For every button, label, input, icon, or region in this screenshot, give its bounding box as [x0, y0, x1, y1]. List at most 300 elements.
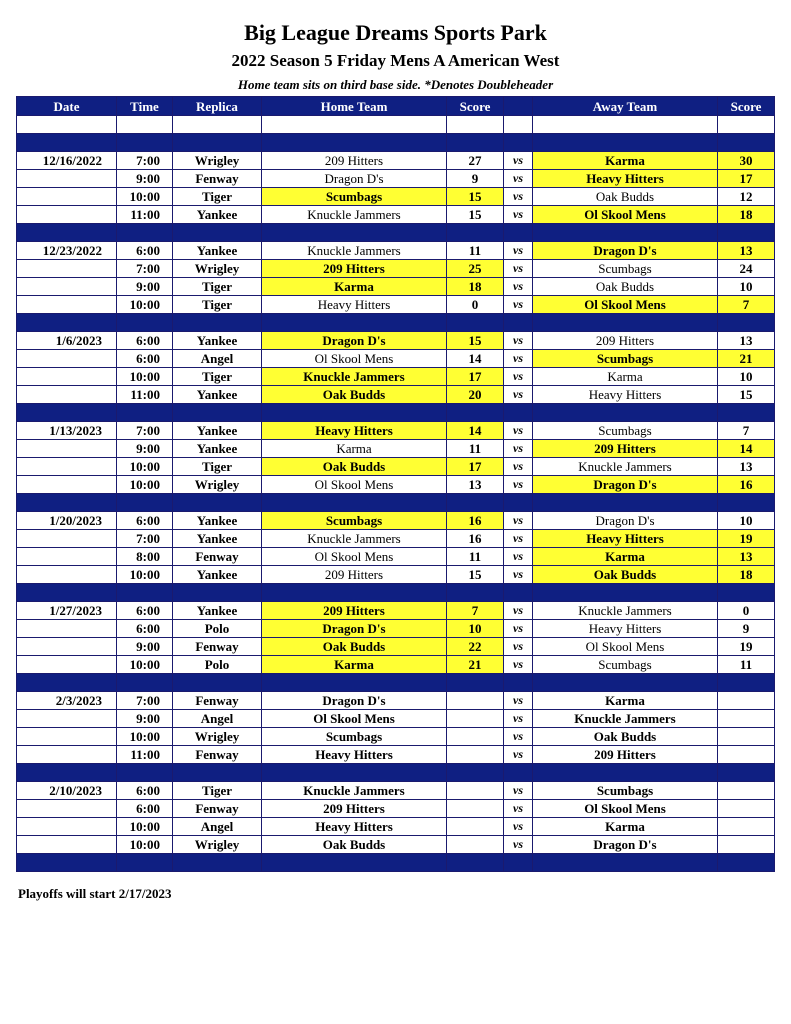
game-replica: Fenway [173, 170, 262, 188]
blank-cell [533, 854, 718, 872]
game-replica: Angel [173, 710, 262, 728]
blank-cell [504, 584, 533, 602]
home-team: Ol Skool Mens [262, 548, 447, 566]
game-date: 1/27/2023 [17, 602, 117, 620]
game-time: 7:00 [117, 260, 173, 278]
week-separator [17, 494, 775, 512]
home-score: 15 [447, 206, 504, 224]
game-date [17, 710, 117, 728]
home-score: 9 [447, 170, 504, 188]
blank-cell [504, 314, 533, 332]
away-team: Scumbags [533, 422, 718, 440]
home-score: 16 [447, 512, 504, 530]
vs-label: vs [504, 422, 533, 440]
table-row [17, 350, 775, 368]
away-score: 13 [718, 242, 775, 260]
table-row [17, 260, 775, 278]
away-score [718, 800, 775, 818]
home-score: 11 [447, 242, 504, 260]
blank-cell [718, 494, 775, 512]
game-replica: Fenway [173, 692, 262, 710]
blank-cell [262, 404, 447, 422]
away-score: 11 [718, 656, 775, 674]
blank-cell [17, 854, 117, 872]
blank-cell [17, 584, 117, 602]
col-date: Date [17, 97, 117, 116]
home-team: 209 Hitters [262, 800, 447, 818]
vs-label: vs [504, 818, 533, 836]
home-score [447, 746, 504, 764]
table-row [17, 566, 775, 584]
home-team: Scumbags [262, 728, 447, 746]
game-date [17, 350, 117, 368]
blank-cell [504, 116, 533, 134]
away-team: 209 Hitters [533, 332, 718, 350]
home-score: 11 [447, 548, 504, 566]
home-score: 18 [447, 278, 504, 296]
away-score: 10 [718, 278, 775, 296]
vs-label: vs [504, 152, 533, 170]
away-score: 21 [718, 350, 775, 368]
away-score: 14 [718, 440, 775, 458]
game-replica: Fenway [173, 638, 262, 656]
vs-label: vs [504, 296, 533, 314]
vs-label: vs [504, 260, 533, 278]
game-time: 9:00 [117, 440, 173, 458]
table-row [17, 386, 775, 404]
game-replica: Yankee [173, 242, 262, 260]
home-team: Oak Budds [262, 386, 447, 404]
home-team: Ol Skool Mens [262, 710, 447, 728]
vs-label: vs [504, 782, 533, 800]
table-row [17, 458, 775, 476]
week-separator [17, 224, 775, 242]
table-row [17, 440, 775, 458]
blank-cell [173, 134, 262, 152]
table-row [17, 548, 775, 566]
blank-cell [533, 584, 718, 602]
blank-cell [533, 494, 718, 512]
home-team: 209 Hitters [262, 152, 447, 170]
game-date [17, 260, 117, 278]
away-score: 10 [718, 368, 775, 386]
game-replica: Wrigley [173, 152, 262, 170]
away-team: Ol Skool Mens [533, 800, 718, 818]
blank-cell [447, 404, 504, 422]
game-date [17, 656, 117, 674]
game-date [17, 440, 117, 458]
blank-cell [533, 116, 718, 134]
game-time: 6:00 [117, 332, 173, 350]
table-row [17, 152, 775, 170]
blank-cell [173, 116, 262, 134]
blank-cell [17, 224, 117, 242]
blank-cell [504, 134, 533, 152]
away-score: 13 [718, 458, 775, 476]
game-replica: Angel [173, 818, 262, 836]
table-row [17, 422, 775, 440]
home-team: Karma [262, 440, 447, 458]
vs-label: vs [504, 548, 533, 566]
game-time: 7:00 [117, 530, 173, 548]
game-replica: Yankee [173, 332, 262, 350]
home-score: 15 [447, 188, 504, 206]
blank-cell [718, 764, 775, 782]
blank-cell [533, 404, 718, 422]
home-score [447, 728, 504, 746]
away-team: Dragon D's [533, 836, 718, 854]
home-score: 20 [447, 386, 504, 404]
blank-cell [447, 134, 504, 152]
game-date: 1/6/2023 [17, 332, 117, 350]
away-team: Dragon D's [533, 476, 718, 494]
away-team: Karma [533, 818, 718, 836]
away-team: Karma [533, 692, 718, 710]
away-score [718, 818, 775, 836]
home-score: 16 [447, 530, 504, 548]
game-date [17, 836, 117, 854]
game-date: 12/23/2022 [17, 242, 117, 260]
home-score: 17 [447, 368, 504, 386]
game-time: 10:00 [117, 836, 173, 854]
away-team: Scumbags [533, 350, 718, 368]
home-team: Dragon D's [262, 332, 447, 350]
game-replica: Tiger [173, 296, 262, 314]
home-team: Karma [262, 278, 447, 296]
away-score: 7 [718, 296, 775, 314]
home-score: 7 [447, 602, 504, 620]
home-score [447, 692, 504, 710]
game-replica: Tiger [173, 458, 262, 476]
game-replica: Yankee [173, 422, 262, 440]
vs-label: vs [504, 368, 533, 386]
game-time: 10:00 [117, 188, 173, 206]
away-team: Heavy Hitters [533, 386, 718, 404]
away-team: Oak Budds [533, 188, 718, 206]
week-separator [17, 134, 775, 152]
blank-cell [262, 764, 447, 782]
home-team: Knuckle Jammers [262, 530, 447, 548]
col-away-score: Score [718, 97, 775, 116]
col-replica: Replica [173, 97, 262, 116]
away-team: Oak Budds [533, 728, 718, 746]
table-row [17, 602, 775, 620]
home-team: Ol Skool Mens [262, 476, 447, 494]
vs-label: vs [504, 170, 533, 188]
blank-cell [117, 314, 173, 332]
blank-cell [17, 314, 117, 332]
vs-label: vs [504, 746, 533, 764]
table-row [17, 206, 775, 224]
away-score [718, 782, 775, 800]
home-team: 209 Hitters [262, 260, 447, 278]
week-separator [17, 404, 775, 422]
blank-cell [17, 134, 117, 152]
away-score: 18 [718, 566, 775, 584]
game-time: 6:00 [117, 800, 173, 818]
away-team: Ol Skool Mens [533, 296, 718, 314]
away-team: Karma [533, 152, 718, 170]
home-team: Heavy Hitters [262, 818, 447, 836]
away-score: 10 [718, 512, 775, 530]
away-team: 209 Hitters [533, 440, 718, 458]
game-replica: Yankee [173, 206, 262, 224]
blank-cell [17, 674, 117, 692]
game-date [17, 278, 117, 296]
game-date: 12/16/2022 [17, 152, 117, 170]
table-row [17, 746, 775, 764]
blank-cell [173, 584, 262, 602]
blank-cell [117, 224, 173, 242]
game-time: 9:00 [117, 638, 173, 656]
vs-label: vs [504, 476, 533, 494]
away-score: 13 [718, 332, 775, 350]
col-home-score: Score [447, 97, 504, 116]
home-score: 13 [447, 476, 504, 494]
game-replica: Fenway [173, 548, 262, 566]
schedule-body [17, 116, 775, 872]
game-time: 10:00 [117, 458, 173, 476]
blank-cell [17, 116, 117, 134]
table-row [17, 782, 775, 800]
page-title: Big League Dreams Sports Park [244, 20, 547, 45]
vs-label: vs [504, 242, 533, 260]
game-date: 1/20/2023 [17, 512, 117, 530]
table-row [17, 620, 775, 638]
home-team: Knuckle Jammers [262, 242, 447, 260]
game-replica: Yankee [173, 566, 262, 584]
home-score [447, 710, 504, 728]
vs-label: vs [504, 188, 533, 206]
blank-cell [718, 134, 775, 152]
home-team: Dragon D's [262, 620, 447, 638]
table-row [17, 710, 775, 728]
blank-cell [117, 116, 173, 134]
game-time: 6:00 [117, 620, 173, 638]
home-score: 11 [447, 440, 504, 458]
vs-label: vs [504, 638, 533, 656]
blank-cell [533, 674, 718, 692]
home-score: 14 [447, 422, 504, 440]
blank-cell [718, 314, 775, 332]
game-time: 6:00 [117, 242, 173, 260]
vs-label: vs [504, 566, 533, 584]
blank-cell [17, 494, 117, 512]
home-team: Heavy Hitters [262, 296, 447, 314]
away-team: Ol Skool Mens [533, 638, 718, 656]
away-score: 19 [718, 638, 775, 656]
home-score: 15 [447, 566, 504, 584]
blank-row [17, 116, 775, 134]
away-team: Heavy Hitters [533, 170, 718, 188]
home-team: Oak Budds [262, 638, 447, 656]
vs-label: vs [504, 350, 533, 368]
away-score [718, 710, 775, 728]
away-team: 209 Hitters [533, 746, 718, 764]
blank-cell [173, 404, 262, 422]
away-score: 24 [718, 260, 775, 278]
home-team: Knuckle Jammers [262, 368, 447, 386]
page-subtitle: 2022 Season 5 Friday Mens A American West [231, 51, 560, 70]
table-row [17, 332, 775, 350]
blank-cell [173, 674, 262, 692]
table-row [17, 476, 775, 494]
game-replica: Tiger [173, 782, 262, 800]
blank-cell [173, 314, 262, 332]
blank-cell [718, 116, 775, 134]
game-replica: Wrigley [173, 728, 262, 746]
table-row [17, 818, 775, 836]
game-time: 10:00 [117, 476, 173, 494]
away-team: Heavy Hitters [533, 530, 718, 548]
game-replica: Tiger [173, 188, 262, 206]
blank-cell [262, 134, 447, 152]
blank-cell [504, 854, 533, 872]
game-time: 11:00 [117, 386, 173, 404]
home-score: 22 [447, 638, 504, 656]
blank-cell [117, 584, 173, 602]
game-replica: Yankee [173, 530, 262, 548]
game-time: 6:00 [117, 782, 173, 800]
away-score: 9 [718, 620, 775, 638]
table-row [17, 242, 775, 260]
away-team: Knuckle Jammers [533, 458, 718, 476]
away-score: 15 [718, 386, 775, 404]
blank-cell [447, 224, 504, 242]
game-time: 10:00 [117, 296, 173, 314]
vs-label: vs [504, 692, 533, 710]
game-date [17, 188, 117, 206]
game-replica: Yankee [173, 440, 262, 458]
away-score: 12 [718, 188, 775, 206]
game-date [17, 296, 117, 314]
game-time: 9:00 [117, 710, 173, 728]
blank-cell [117, 404, 173, 422]
table-row [17, 368, 775, 386]
week-separator [17, 584, 775, 602]
vs-label: vs [504, 836, 533, 854]
vs-label: vs [504, 278, 533, 296]
game-date [17, 458, 117, 476]
vs-label: vs [504, 332, 533, 350]
blank-cell [173, 494, 262, 512]
table-row [17, 656, 775, 674]
game-date: 2/3/2023 [17, 692, 117, 710]
game-time: 8:00 [117, 548, 173, 566]
header-row [17, 97, 775, 116]
vs-label: vs [504, 458, 533, 476]
home-team: Scumbags [262, 512, 447, 530]
blank-cell [504, 764, 533, 782]
home-team: Scumbags [262, 188, 447, 206]
game-date [17, 206, 117, 224]
away-team: Dragon D's [533, 242, 718, 260]
away-score: 30 [718, 152, 775, 170]
game-time: 9:00 [117, 278, 173, 296]
home-team: Heavy Hitters [262, 422, 447, 440]
table-row [17, 728, 775, 746]
vs-label: vs [504, 710, 533, 728]
game-time: 7:00 [117, 422, 173, 440]
blank-cell [17, 404, 117, 422]
home-score: 15 [447, 332, 504, 350]
game-time: 10:00 [117, 818, 173, 836]
table-row [17, 296, 775, 314]
blank-cell [504, 224, 533, 242]
away-team: Oak Budds [533, 278, 718, 296]
game-replica: Polo [173, 620, 262, 638]
away-score: 13 [718, 548, 775, 566]
home-score: 27 [447, 152, 504, 170]
blank-cell [447, 584, 504, 602]
game-time: 10:00 [117, 566, 173, 584]
col-vs [504, 97, 533, 116]
away-score [718, 728, 775, 746]
home-team: Knuckle Jammers [262, 782, 447, 800]
game-date [17, 548, 117, 566]
away-team: Ol Skool Mens [533, 206, 718, 224]
home-team: Heavy Hitters [262, 746, 447, 764]
home-team: Dragon D's [262, 692, 447, 710]
game-time: 6:00 [117, 602, 173, 620]
table-row [17, 800, 775, 818]
away-team: Oak Budds [533, 566, 718, 584]
week-separator [17, 854, 775, 872]
home-team: Oak Budds [262, 458, 447, 476]
game-time: 10:00 [117, 656, 173, 674]
game-date [17, 530, 117, 548]
away-team: Dragon D's [533, 512, 718, 530]
game-date: 1/13/2023 [17, 422, 117, 440]
table-row [17, 512, 775, 530]
home-score: 21 [447, 656, 504, 674]
game-replica: Tiger [173, 368, 262, 386]
game-date [17, 728, 117, 746]
home-team: Karma [262, 656, 447, 674]
game-replica: Yankee [173, 512, 262, 530]
blank-cell [262, 494, 447, 512]
away-team: Scumbags [533, 782, 718, 800]
schedule-table [16, 96, 775, 872]
vs-label: vs [504, 620, 533, 638]
home-score: 10 [447, 620, 504, 638]
vs-label: vs [504, 530, 533, 548]
blank-cell [504, 404, 533, 422]
game-time: 9:00 [117, 170, 173, 188]
blank-cell [173, 224, 262, 242]
away-team: Knuckle Jammers [533, 602, 718, 620]
game-date [17, 368, 117, 386]
blank-cell [447, 494, 504, 512]
week-separator [17, 674, 775, 692]
game-replica: Wrigley [173, 260, 262, 278]
blank-cell [117, 854, 173, 872]
vs-label: vs [504, 800, 533, 818]
away-score [718, 746, 775, 764]
blank-cell [718, 404, 775, 422]
away-score: 16 [718, 476, 775, 494]
blank-cell [447, 116, 504, 134]
table-row [17, 836, 775, 854]
game-replica: Yankee [173, 602, 262, 620]
home-score [447, 836, 504, 854]
blank-cell [262, 224, 447, 242]
col-away-team: Away Team [533, 97, 718, 116]
game-time: 7:00 [117, 692, 173, 710]
week-separator [17, 764, 775, 782]
home-team: 209 Hitters [262, 566, 447, 584]
home-score: 0 [447, 296, 504, 314]
